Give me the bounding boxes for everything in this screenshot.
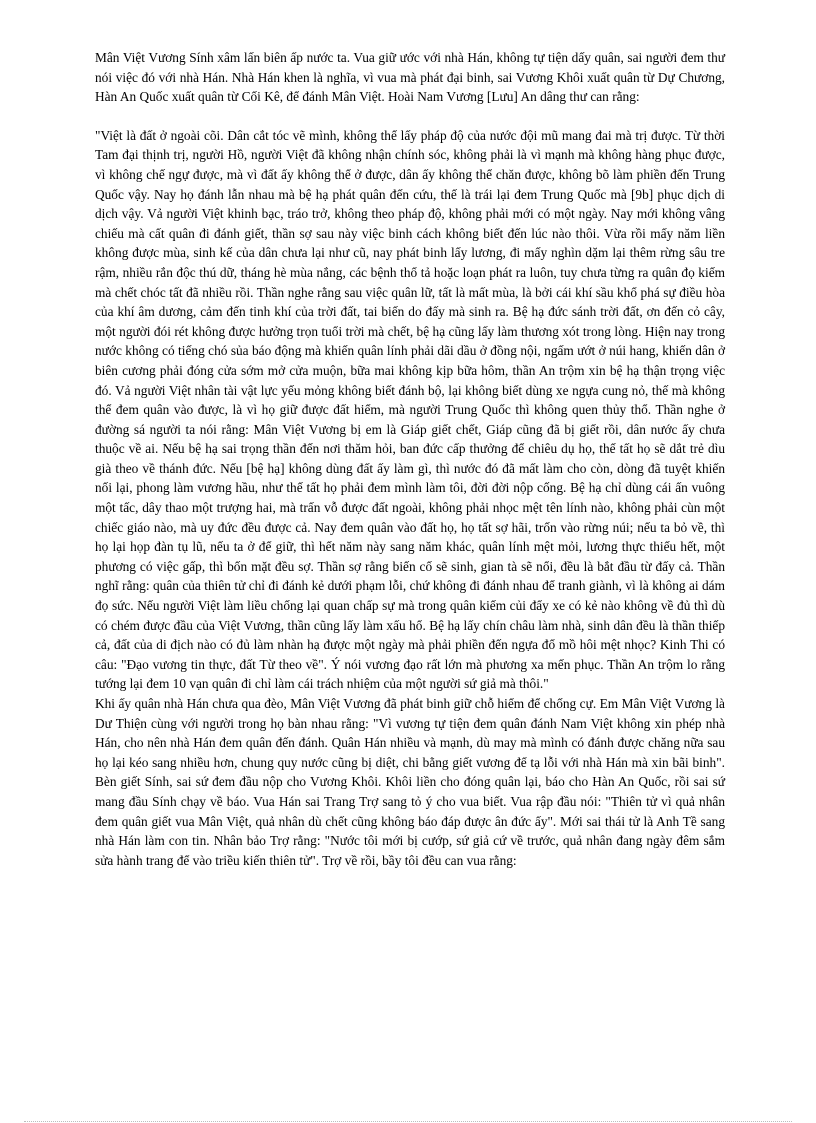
paragraph-intro: Mân Việt Vương Sính xâm lấn biên ấp nước ta. Vua giữ ước với nhà Hán, không tự tiện dấy quân, sai người đem thư nói việc đó với nhà Hán. Nhà Hán khen là nghĩa, vì vua mà phát đại binh, sai Vương Khôi xuất quân từ Dự Chương, Hàn An Quốc xuất quân từ Cối Kê, để đánh Mân Việt. Hoài Nam Vương [Lưu] An dâng thư can rằng: xyxy=(95,50,725,105)
paragraph-narrative: Khi ấy quân nhà Hán chưa qua đèo, Mân Việt Vương đã phát binh giữ chỗ hiểm để chống cự. Em Mân Việt Vương là Dư Thiện cùng với người trong họ bàn nhau rằng: "Vì vương tự tiện đem quân đánh Nam Việt không xin phép nhà Hán, cho nên nhà Hán đem quân đến đánh. Quân Hán nhiều và mạnh, dù may mà mình có đánh được chăng nữa sau họ lại kéo sang nhiều hơn, chung quy nước cũng bị diệt, chi bằng giết vương để tạ lỗi với nhà Hán mà xin bãi binh". Bèn giết Sính, sai sứ đem đầu nộp cho Vương Khôi. Khôi liền cho đóng quân lại, báo cho Hàn An Quốc, rồi sai sứ mang đầu Sính chạy về báo. Vua Hán sai Trang Trợ sang tỏ ý cho vua biết. Vua rập đầu nói: "Thiên tử vì quả nhân đem quân giết vua Mân Việt, quả nhân dù chết cũng không báo đáp được ân đức ấy". Mới sai thái tử là Anh Tề sang nhà Hán làm con tin. Nhân bảo Trợ rằng: "Nước tôi mới bị cướp, sứ giả cứ về trước, quả nhân đang ngày đêm sắm sửa hành trang để vào triều kiến thiên tử". Trợ về rồi, bầy tôi đều can vua rằng: xyxy=(95,696,725,868)
paragraph-memorial: "Việt là đất ở ngoài cõi. Dân cắt tóc vẽ mình, không thể lấy pháp độ của nước đội mũ mang đai mà trị được. Từ thời Tam đại thịnh trị, người Hồ, người Việt đã không nhận chính sóc, không phải là vì mạnh mà không hàng phục được, vì không chế ngự được, mà vì đất ấy không thể ở được, dân ấy không thể chăn được, không bõ làm phiền đến Trung Quốc vậy. Nay họ đánh lẫn nhau mà bệ hạ phát quân đến cứu, thế là trái lại đem Trung Quốc mà [9b] phục dịch di dịch vậy. Vả người Việt khinh bạc, tráo trở, không theo pháp độ, không phải mới có một ngày. Nay mới không vâng chiếu mà cất quân đi đánh giết, thần sợ sau này việc binh cách không biết đến lúc nào thôi. Vừa rồi mấy năm liền không được mùa, sinh kế của dân chưa lại như cũ, nay phát binh lấy lương, đi mấy nghìn dặm lại thêm rừng sâu tre rậm, nhiều rắn độc thú dữ, tháng hè mùa nắng, các bệnh thổ tả hoặc loạn phát ra luôn, tuy chưa từng ra quân đọ kiếm mà chết chóc tất đã nhiều rồi. Thần nghe rằng sau việc quân lữ, tất là mất mùa, là bởi cái khí sầu khổ phá sự điều hòa của khí âm dương, cảm đến tinh khí của trời đất, tai biến do đấy mà sinh ra. Bệ hạ đức sánh trời đất, ơn đến cỏ cây, một người đói rét không được hưởng trọn tuổi trời mà chết, bệ hạ cũng lấy làm thương xót trong lòng. Hiện nay trong nước không có tiếng chó sủa báo động mà khiến quân lính phải dãi dầu ở đồng nội, ngấm ướt ở núi hang, khiến dân ở biên cương phải đóng cửa sớm mở cửa muộn, bữa mai không kịp bữa hôm, thần An trộm xin bệ hạ thận trọng việc đó. Vả người Việt nhân tài vật lực yếu mỏng không biết đánh bộ, lại không biết dùng xe ngựa cung nỏ, thế mà không thể đem quân vào được, là vì họ giữ được đất hiểm, mà người Trung Quốc thì không quen thủy thổ. Thần nghe ở đường sá người ta nói rằng: Mân Việt Vương bị em là Giáp giết chết, Giáp cũng đã bị giết rồi, dân nước ấy chưa thuộc về ai. Nếu bệ hạ sai trọng thần đến nơi thăm hỏi, ban đức cấp thưởng để chiêu dụ họ, thế tất họ sẽ dắt trẻ dìu già theo về thánh đức. Nếu [bệ hạ] không dùng đất ấy làm gì, thì nước đó đã mất làm cho còn, dòng đã tuyệt khiến nối lại, phong làm vương hầu, như thế tất họ phải đem mình làm tôi, đời đời nộp cống. Bệ hạ chỉ dùng cái ấn vuông một tấc, dây thao một trượng hai, mà trấn vỗ được đất ngoài, không phải nhọc mệt tên lính nào, không phải cùn một chiếc giáo nào, mà uy đức đều được cả. Nay đem quân vào đất họ, họ tất sợ hãi, trốn vào rừng núi; nếu ta bỏ về, thì họ lại họp đàn tụ lũ, nếu ta ở để giữ, thì hết năm này sang năm khác, quân lính mệt mỏi, lương thực thiếu hết, một phương có việc gấp, thì bốn mặt đều sợ. Thần sợ rằng biến cố sẽ sinh, gian tà sẽ nổi, đều là bắt đầu từ đấy cả. Thần nghĩ rằng: quân của thiên tử chỉ đi đánh kẻ dưới phạm lỗi, chứ không đi đánh nhau để tranh giành, vì là không ai dám đọ sức. Nếu người Việt làm liều chống lại quan chấp sự mà trong quân kiếm củi đẩy xe có kẻ nào không về đủ thì dù có chém được đầu của Việt Vương, thần cũng lấy làm xấu hổ. Bệ hạ lấy chín châu làm nhà, sinh dân đều là thần thiếp cả, đất của di địch nào có đủ làm nhàn hạ được một ngày mà phải phiền đến ngựa đổ mồ hôi mệt nhọc? Kinh Thi có câu: "Đạo vương tin thực, đất Từ theo về". Ý nói vương đạo rất lớn mà phương xa mến phục. Thần An trộm lo rằng tướng lại đem 10 vạn quân đi chỉ làm cái trách nhiệm của một người sứ giả mà thôi." xyxy=(95,127,725,692)
page-bottom-divider xyxy=(24,1121,792,1122)
document-body xyxy=(95,48,725,870)
